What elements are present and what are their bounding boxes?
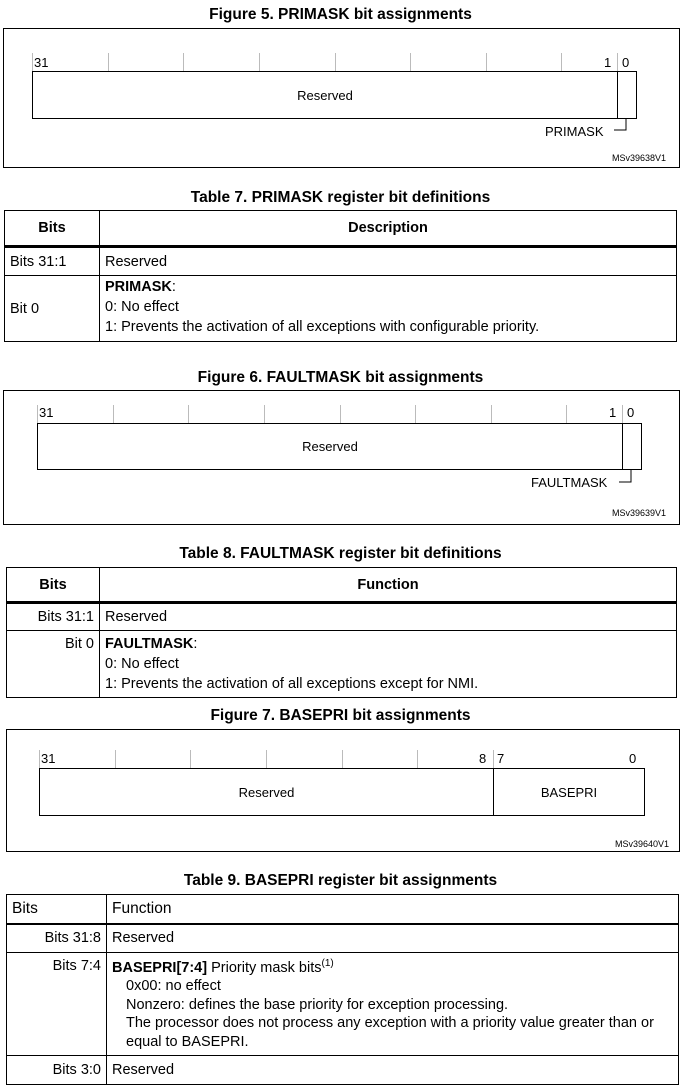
bit-1-label: 1 — [604, 55, 612, 70]
desc-cell: BASEPRI[7:4] Priority mask bits$^{(1)}$ 0x00: no effect Nonzero: defines the base priority for exception processing. The processor does not process any exception with a priority value greater than or equal to BASEPRI. — [107, 953, 679, 1056]
bit-31-label: 31 — [34, 55, 49, 70]
table-row — [7, 1056, 679, 1085]
bit-0-label: 0 — [622, 55, 630, 70]
desc-line: The processor does not process any exception with a priority value greater than or equal to BASEPRI. — [126, 1015, 654, 1050]
table-row — [7, 603, 677, 631]
primask-bit-field — [617, 71, 637, 119]
column-header-function: Function — [100, 568, 677, 603]
desc-line: 0x00: no effect — [126, 978, 221, 995]
desc-cell: Reserved — [107, 1056, 679, 1085]
table-row — [7, 924, 679, 953]
figure-5-box — [3, 28, 680, 168]
bits-cell: Bit 0 — [5, 276, 100, 342]
table-8-caption: Table 8. FAULTMASK register bit definitions — [179, 545, 502, 562]
bits-cell: Bits 31:8 — [7, 924, 107, 953]
column-header-description: Description — [100, 211, 677, 247]
faultmask-leader-line — [609, 469, 639, 485]
column-header-function: Function — [107, 895, 679, 924]
bit-8-label: 8 — [479, 751, 487, 766]
table-7-caption: Table 7. PRIMASK register bit definitions — [190, 189, 491, 206]
desc-line: 1: Prevents the activation of all exceptions except for NMI. — [105, 676, 479, 692]
desc-cell: Reserved — [107, 924, 679, 953]
table-row — [7, 631, 677, 698]
figure-7-caption: Figure 7. BASEPRI bit assignments — [210, 707, 471, 724]
table-9 — [6, 894, 679, 1085]
desc-line: 0: No effect — [105, 656, 179, 672]
primask-field-label: PRIMASK — [545, 124, 604, 139]
field-name: BASEPRI[7:4] — [112, 959, 208, 976]
desc-line: 1: Prevents the activation of all exceptions with configurable priority. — [105, 319, 540, 335]
desc-cell: Reserved — [100, 603, 677, 631]
figure-6-caption: Figure 6. FAULTMASK bit assignments — [197, 369, 484, 386]
bit-0-label: 0 — [627, 405, 635, 420]
reserved-label: Reserved — [238, 785, 295, 800]
reserved-field — [37, 423, 623, 470]
table-row — [7, 953, 679, 1056]
table-9-caption: Table 9. BASEPRI register bit assignments — [183, 872, 498, 889]
footnote-ref: (1) — [321, 958, 334, 969]
figure-6-box — [3, 390, 680, 525]
bits-cell: Bits 31:1 — [7, 603, 100, 631]
desc-cell: FAULTMASK: 0: No effect 1: Prevents the activation of all exceptions except for NMI. — [100, 631, 677, 698]
bits-cell: Bits 3:0 — [7, 1056, 107, 1085]
figure-code: MSv39639V1 — [612, 508, 667, 518]
faultmask-field-label: FAULTMASK — [531, 475, 608, 490]
bits-cell: Bit 0 — [7, 631, 100, 698]
faultmask-bit-field — [622, 423, 642, 470]
bit-7-label: 7 — [497, 751, 505, 766]
figure-5-caption: Figure 5. PRIMASK bit assignments — [209, 6, 472, 23]
field-name: PRIMASK — [105, 279, 172, 295]
desc-cell: PRIMASK: 0: No effect 1: Prevents the activation of all exceptions with configurable priority. — [100, 276, 677, 342]
reserved-field — [39, 768, 494, 816]
bits-cell: Bits 7:4 — [7, 953, 107, 1056]
primask-leader-line — [604, 118, 634, 134]
bit-31-label: 31 — [41, 751, 56, 766]
table-row — [5, 247, 677, 276]
bit-1-label: 1 — [609, 405, 617, 420]
column-header-bits: Bits — [5, 211, 100, 247]
reserved-label: Reserved — [302, 439, 358, 454]
bit-31-label: 31 — [39, 405, 54, 420]
figure-code: MSv39638V1 — [612, 153, 667, 163]
column-header-bits: Bits — [7, 568, 100, 603]
desc-cell: Reserved — [100, 247, 677, 276]
basepri-field — [493, 768, 645, 816]
desc-line: Nonzero: defines the base priority for exception processing. — [126, 996, 509, 1013]
figure-7-box — [6, 729, 680, 852]
figure-code: MSv39640V1 — [615, 839, 670, 849]
bit-0-label: 0 — [629, 751, 637, 766]
basepri-label: BASEPRI — [540, 785, 598, 800]
field-name: FAULTMASK — [105, 636, 194, 652]
reserved-label: Reserved — [297, 88, 353, 103]
column-header-bits: Bits — [7, 895, 107, 924]
reserved-field — [32, 71, 618, 119]
desc-line: 0: No effect — [105, 299, 179, 315]
table-8 — [6, 567, 677, 698]
table-7 — [4, 210, 677, 342]
table-row — [5, 276, 677, 342]
bits-cell: Bits 31:1 — [5, 247, 100, 276]
